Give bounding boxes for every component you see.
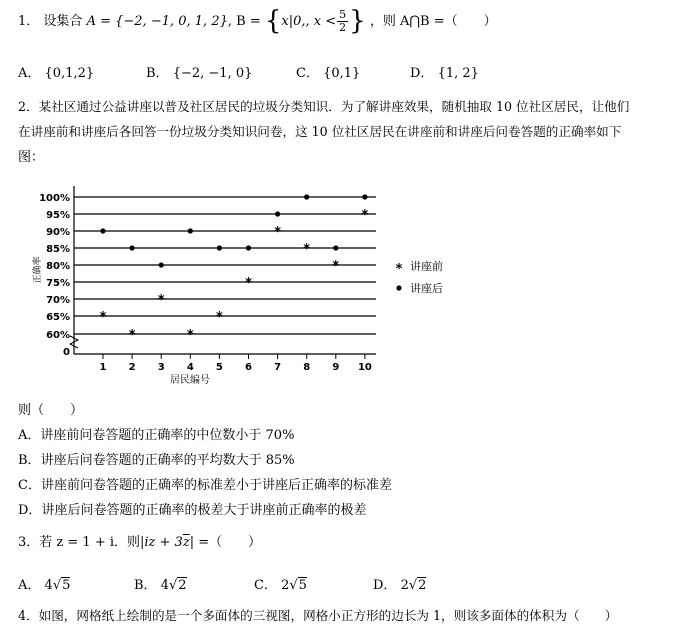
after-point xyxy=(130,245,135,250)
q3-stem xyxy=(18,531,261,550)
x-tick-label: 8 xyxy=(303,362,311,373)
y-axis-label: 正确率 xyxy=(33,256,43,284)
q2-option-d[interactable]: D．讲座后问卷答题的正确率的极差大于讲座前正确率的极差 xyxy=(18,503,367,518)
legend-label-after: 讲座后 xyxy=(410,282,443,295)
q3-option-b[interactable]: B． 4√2 xyxy=(134,578,187,593)
before-point: * xyxy=(332,259,340,274)
x-tick-label: 2 xyxy=(128,362,136,373)
q1-stem: 1． 设集合 A = {−2, −1, 0, 1, 2}, B = {x|0,, x < $\frac{5}{2}$ } ，则 A⋂B =（ ） xyxy=(18,6,497,36)
legend-label-before: 讲座前 xyxy=(410,260,443,273)
before-point: * xyxy=(361,208,369,223)
x-tick-label: 3 xyxy=(157,362,165,373)
y-tick-label: 95% xyxy=(46,210,70,221)
q1-prefix: 设集合 xyxy=(43,14,83,29)
q1-option-d[interactable]: D． {1, 2} xyxy=(410,66,479,81)
q3-option-c[interactable]: C． 2√5 xyxy=(254,578,307,593)
q1-set-a: A = {−2, −1, 0, 1, 2} xyxy=(86,14,228,29)
after-point xyxy=(159,262,164,267)
x-tick-label: 4 xyxy=(186,362,194,373)
legend-marker-before: * xyxy=(395,262,403,277)
q3-option-d[interactable]: D． 2√2 xyxy=(373,578,427,593)
q1-fraction: $\frac{5}{2}$ xyxy=(339,8,347,34)
q3-text-b: | =（ ） xyxy=(189,535,262,550)
before-point: * xyxy=(215,310,223,325)
q1-set-b-body: x|0,, x < xyxy=(281,14,337,29)
q3-option-a[interactable]: A． 4√5 xyxy=(18,578,71,593)
before-point: * xyxy=(245,276,252,291)
before-point: * xyxy=(186,328,194,343)
q2-line-3: 图： xyxy=(18,150,45,165)
y-tick-label: 100% xyxy=(39,193,70,204)
q1-suffix: ，则 A⋂B =（ ） xyxy=(369,14,497,29)
y-tick-label: 85% xyxy=(46,244,70,255)
y-tick-label: 65% xyxy=(46,312,70,323)
y-tick-label: 80% xyxy=(46,261,70,272)
x-tick-label: 10 xyxy=(357,362,372,373)
before-point: * xyxy=(128,328,136,343)
after-point xyxy=(362,194,367,199)
q2-then: 则（ ） xyxy=(18,403,84,418)
q3-text-a: 若 z = 1 + i．则 xyxy=(39,535,141,550)
after-point xyxy=(217,245,222,250)
x-tick-label: 9 xyxy=(332,362,340,373)
y-tick-label: 75% xyxy=(46,278,70,289)
after-point xyxy=(246,245,251,250)
q1-set-b-prefix: , B = xyxy=(227,14,261,29)
q1-option-c[interactable]: C． {0,1} xyxy=(296,66,361,81)
q2-chart xyxy=(18,178,468,393)
x-tick-label: 7 xyxy=(274,362,282,373)
q3-number: 3． xyxy=(18,535,40,550)
after-point xyxy=(275,211,280,216)
x-tick-label: 1 xyxy=(99,362,107,373)
after-point xyxy=(304,194,309,199)
x-tick-label: 5 xyxy=(215,362,223,373)
q2-line-1: 2．某社区通过公益讲座以普及社区居民的垃圾分类知识．为了解讲座效果，随机抽取 10 位社区居民，让他们 xyxy=(18,99,630,114)
q3-expr: |iz + 3 xyxy=(140,535,183,550)
before-point: * xyxy=(99,310,107,325)
q2-option-b[interactable]: B．讲座后问卷答题的正确率的平均数大于 85% xyxy=(18,453,295,468)
y-tick-label: 70% xyxy=(46,295,70,306)
q1-option-b[interactable]: B． {−2, −1, 0} xyxy=(146,66,253,81)
q2-option-c[interactable]: C．讲座前问卷答题的正确率的标准差小于讲座后正确率的标准差 xyxy=(18,478,392,493)
q1-option-a[interactable]: A． {0,1,2} xyxy=(18,66,95,81)
y-tick-label: 60% xyxy=(46,330,70,341)
q1-number: 1． xyxy=(18,14,40,29)
after-point xyxy=(188,228,193,233)
x-axis-label: 居民编号 xyxy=(170,375,210,386)
after-point xyxy=(333,245,338,250)
y-tick-label: 90% xyxy=(46,227,70,238)
before-point: * xyxy=(157,293,165,308)
q2-line-2: 在讲座前和讲座后各回答一份垃圾分类知识问卷，这 10 位社区居民在讲座前和讲座后问卷答题的正确率如下 xyxy=(18,124,622,139)
before-point: * xyxy=(303,242,311,257)
after-point xyxy=(100,228,105,233)
q2-option-a[interactable]: A．讲座前问卷答题的正确率的中位数小于 70% xyxy=(18,428,295,443)
x-tick-label: 6 xyxy=(245,362,252,373)
y-tick-label: 0 xyxy=(63,347,70,358)
y-axis-break xyxy=(70,336,78,348)
legend-marker-after xyxy=(396,285,401,290)
before-point: * xyxy=(274,225,282,240)
q3-zbar: $\overline{z}$ xyxy=(182,535,190,550)
q4-stem: 4．如图，网格纸上绘制的是一个多面体的三视图，网格小正方形的边长为 1，则该多面体的体积为（ ） xyxy=(18,608,618,623)
